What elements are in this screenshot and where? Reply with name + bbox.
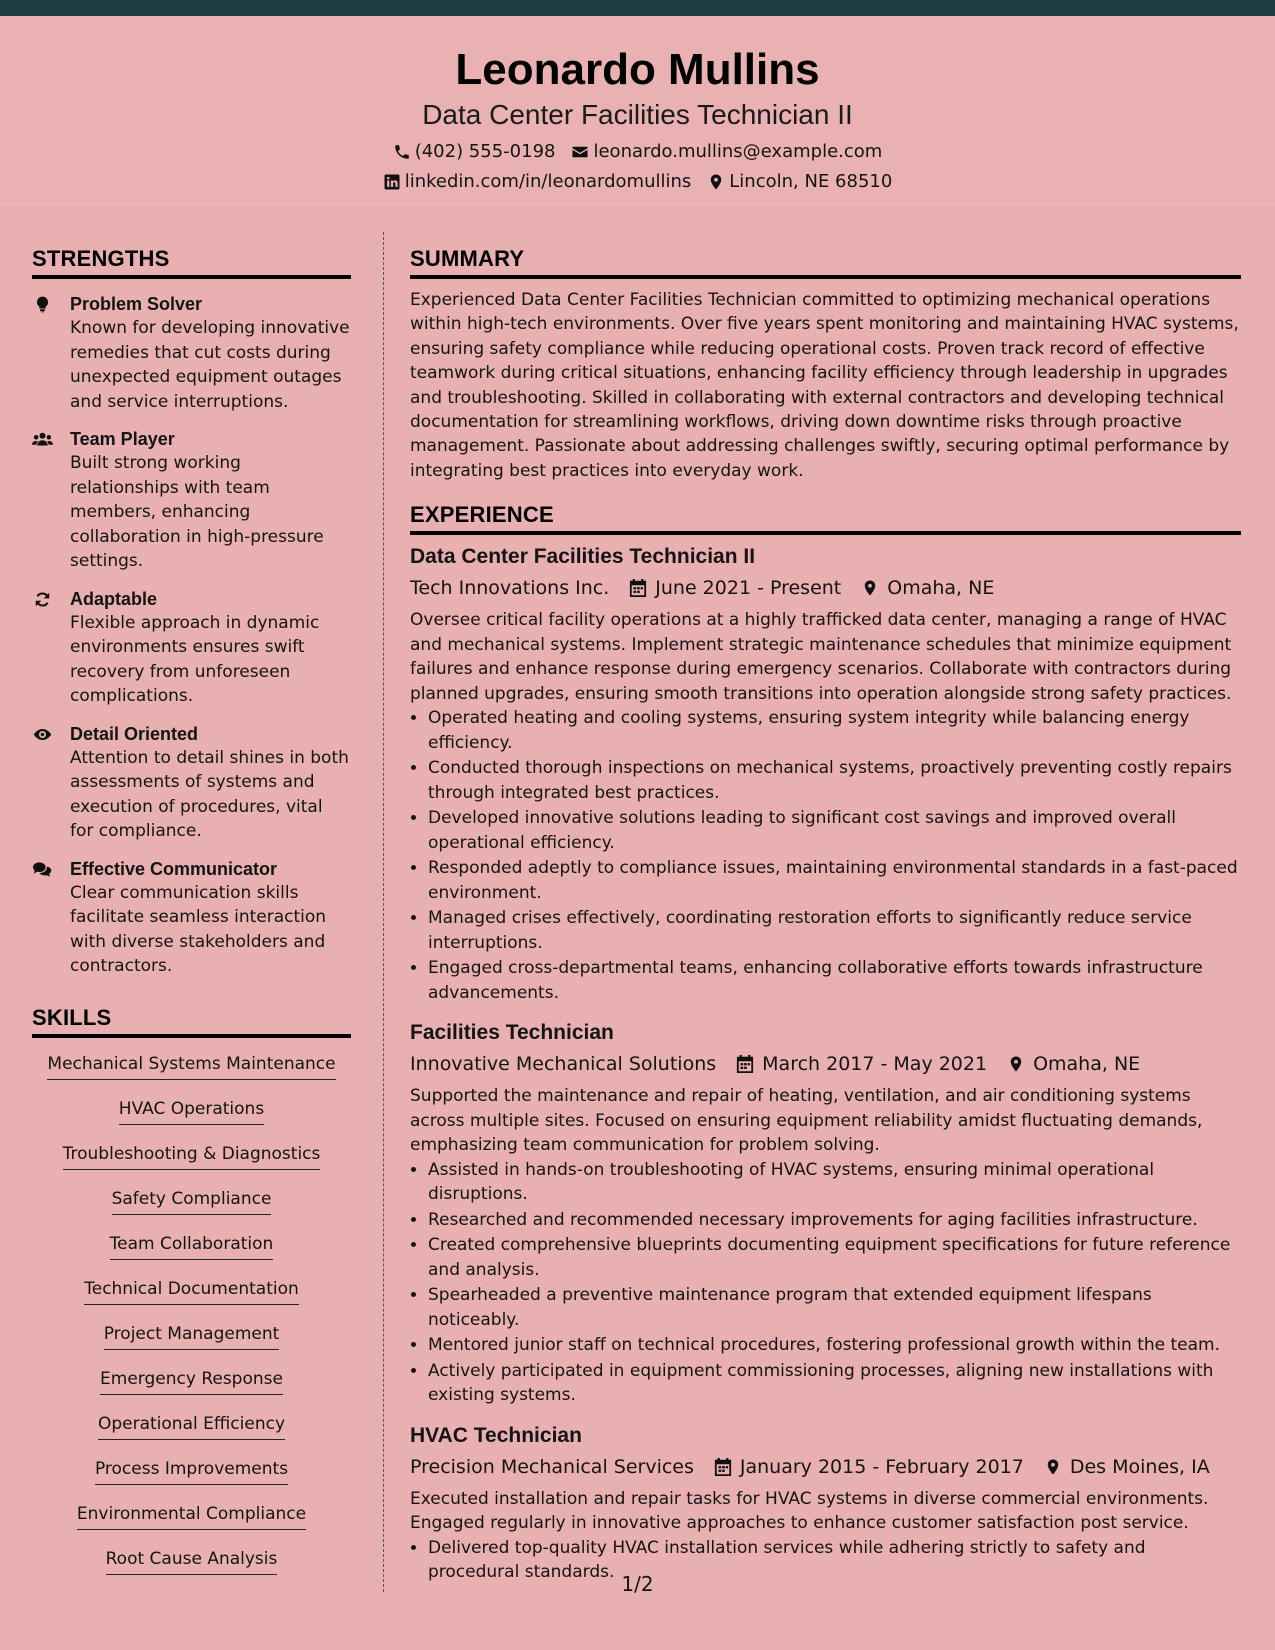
email-text: leonardo.mullins@example.com [593, 141, 883, 162]
strength-desc: Known for developing innovative remedies that cut costs during unexpected equipment outages and service interruptions. [70, 318, 350, 412]
job-location: Omaha, NE [1033, 1053, 1141, 1076]
linkedin-contact[interactable] [383, 171, 692, 193]
envelope-icon [571, 143, 589, 161]
skill-tag: Technical Documentation [84, 1277, 299, 1305]
contact-row-1 [0, 141, 1275, 163]
phone-icon [393, 143, 411, 161]
skill-tag: Emergency Response [100, 1367, 283, 1395]
job-location: Des Moines, IA [1069, 1455, 1210, 1478]
job-dates: June 2021 - Present [655, 577, 842, 600]
bullet-item: • Mentored junior staff on technical procedures, fostering professional growth within the team. [428, 1333, 1241, 1358]
bullet-item: • Conducted thorough inspections on mechanical systems, proactively preventing costly repairs through integrated best practices. [428, 756, 1241, 805]
company-name: Tech Innovations Inc. [410, 577, 610, 600]
bullet-item: • Researched and recommended necessary improvements for aging facilities infrastructure. [428, 1208, 1241, 1233]
job-title: Data Center Facilities Technician II [410, 545, 756, 569]
phone-contact[interactable] [393, 141, 556, 163]
job-description: Oversee critical facility operations at a highly trafficked data center, managing a range of HVAC and mechanical systems. Implement strategic maintenance schedules that minimize equipment failures and enhance response during emergency scenarios. Collaborate with contractors during planned upgrades, ensuring smooth transitions into operation alongside strong safety practices. [410, 610, 1232, 704]
linkedin-text: linkedin.com/in/leonardomullins [404, 171, 692, 192]
bullet-item: • Managed crises effectively, coordinating restoration efforts to significantly reduce service interruptions. [428, 906, 1241, 955]
lightbulb-icon [32, 295, 53, 314]
skills-list [32, 1052, 351, 1592]
skills-heading: SKILLS [32, 1005, 351, 1038]
job-entry [410, 1019, 1241, 1408]
top-accent-bar [0, 0, 1275, 16]
strength-name: Problem Solver [70, 294, 203, 314]
bullet-item: • Assisted in hands-on troubleshooting of HVAC systems, ensuring minimal operational disruptions. [428, 1158, 1241, 1207]
job-title: HVAC Technician [410, 1423, 582, 1447]
job-title: Facilities Technician [410, 1021, 614, 1045]
job-bullets [410, 706, 1241, 1005]
strength-desc: Flexible approach in dynamic environments ensures swift recovery from unforeseen complications. [70, 612, 320, 706]
comments-icon [32, 860, 53, 879]
job-entry [410, 543, 1241, 1005]
strength-desc: Clear communication skills facilitate seamless interaction with diverse stakeholders and contractors. [70, 882, 327, 976]
calendar-icon [714, 1457, 732, 1477]
candidate-name: Leonardo Mullins [455, 45, 820, 94]
left-column [32, 246, 351, 1592]
bullet-item: • Delivered top-quality HVAC installation services while adhering strictly to safety and procedural standards. [428, 1536, 1241, 1585]
calendar-icon [736, 1054, 754, 1074]
strength-desc: Built strong working relationships with team members, enhancing collaboration in high-pressure settings. [70, 453, 324, 571]
email-contact[interactable] [571, 141, 882, 163]
job-description: Supported the maintenance and repair of heating, ventilation, and air conditioning systems across multiple sites. Focused on ensuring equipment reliability amidst fluctuating demands, emphasizing team communication for problem solving. [410, 1086, 1203, 1156]
linkedin-icon [383, 173, 401, 191]
sync-icon [32, 590, 53, 609]
strength-name: Adaptable [70, 588, 158, 609]
map-marker-icon [707, 173, 725, 191]
skill-tag: Environmental Compliance [77, 1502, 306, 1530]
contact-row-2 [0, 171, 1275, 193]
company-name: Innovative Mechanical Solutions [410, 1053, 717, 1076]
page-number: 1/2 [621, 1572, 654, 1596]
skill-tag: Operational Efficiency [98, 1412, 285, 1440]
job-location: Omaha, NE [887, 577, 995, 600]
job-description: Executed installation and repair tasks for HVAC systems in diverse commercial environments. Engaged regularly in innovative approaches to enhance customer satisfaction post service. [410, 1488, 1209, 1534]
strength-name: Detail Oriented [70, 723, 199, 744]
location-text: Lincoln, NE 68510 [729, 171, 893, 192]
strength-item [32, 292, 351, 414]
summary-heading: SUMMARY [410, 246, 1241, 279]
calendar-icon [629, 578, 647, 598]
skill-tag: Mechanical Systems Maintenance [47, 1052, 335, 1080]
experience-heading: EXPERIENCE [410, 502, 1241, 535]
summary-text: Experienced Data Center Facilities Technician committed to optimizing mechanical operations within high-tech environments. Over five years spent monitoring and maintaining HVAC systems, ensuring safety compliance while reducing operational costs. Proven track record of effective teamwork during critical situations, enhancing facility efficiency through leadership in upgrades and troubleshooting. Skilled in collaborating with external contractors and developing technical documentation for streamlining workflows, driving down downtime risks through proactive management. Passionate about addressing challenges swiftly, securing optimal performance by integrating best practices into everyday work. [410, 290, 1239, 481]
map-marker-icon [1007, 1054, 1025, 1074]
job-meta [410, 574, 1241, 602]
skill-tag: Team Collaboration [110, 1232, 274, 1260]
strength-item [32, 722, 351, 844]
bullet-item: • Actively participated in equipment commissioning processes, aligning new installations with existing systems. [428, 1359, 1241, 1408]
skill-tag: Troubleshooting & Diagnostics [63, 1142, 321, 1170]
skill-tag: Project Management [104, 1322, 280, 1350]
strength-item [32, 587, 351, 709]
column-divider [383, 232, 384, 1592]
bullet-item: • Spearheaded a preventive maintenance program that extended equipment lifespans noticeably. [428, 1283, 1241, 1332]
skill-tag: Root Cause Analysis [106, 1547, 278, 1575]
resume-header [0, 16, 1275, 205]
map-marker-icon [861, 578, 879, 598]
map-marker-icon [1044, 1457, 1062, 1477]
bullet-item: • Developed innovative solutions leading to significant cost savings and improved overall operational efficiency. [428, 806, 1241, 855]
bullet-item: • Engaged cross-departmental teams, enhancing collaborative efforts towards infrastructure advancements. [428, 956, 1241, 1005]
bullet-item: • Responded adeptly to compliance issues, maintaining environmental standards in a fast-paced environment. [428, 856, 1241, 905]
skill-tag: HVAC Operations [119, 1097, 264, 1125]
skill-tag: Safety Compliance [112, 1187, 272, 1215]
job-meta [410, 1453, 1241, 1481]
strength-name: Team Player [70, 429, 175, 449]
eye-icon [32, 725, 53, 744]
job-dates: March 2017 - May 2021 [762, 1053, 988, 1076]
job-dates: January 2015 - February 2017 [739, 1455, 1024, 1478]
skill-tag: Process Improvements [95, 1457, 288, 1485]
strength-item [32, 857, 351, 979]
strength-item [32, 427, 351, 574]
job-meta [410, 1050, 1241, 1078]
candidate-title: Data Center Facilities Technician II [422, 99, 853, 130]
users-icon [32, 430, 53, 449]
phone-text: (402) 555-0198 [414, 141, 556, 162]
bullet-item: • Operated heating and cooling systems, ensuring system integrity while balancing energy efficiency. [428, 706, 1241, 755]
strength-desc: Attention to detail shines in both assessments of systems and execution of procedures, vital for compliance. [70, 747, 349, 841]
right-column [410, 246, 1241, 1586]
company-name: Precision Mechanical Services [410, 1455, 694, 1478]
job-entry [410, 1422, 1241, 1585]
job-bullets [410, 1158, 1241, 1408]
bullet-item: • Created comprehensive blueprints documenting equipment specifications for future reference and analysis. [428, 1233, 1241, 1282]
strengths-heading: STRENGTHS [32, 246, 351, 279]
location-contact [707, 171, 892, 193]
strength-name: Effective Communicator [70, 858, 278, 879]
